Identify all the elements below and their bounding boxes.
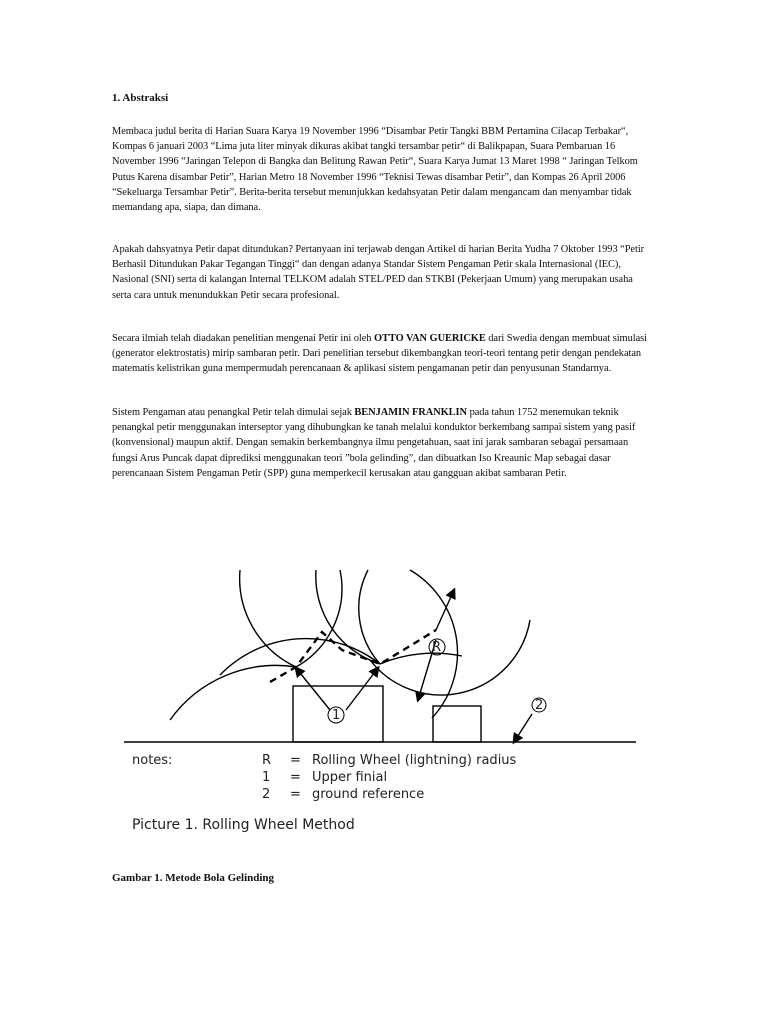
paragraph-history-text-before: Sistem Pengaman atau penangkal Petir telah dimulai sejak	[112, 407, 355, 418]
note-desc-1: Upper finial	[312, 770, 388, 785]
arrow-finial-right	[346, 668, 378, 710]
protection-envelope	[270, 630, 436, 682]
section-heading: 1. Abstraksi	[112, 92, 169, 104]
note-key-2: 2	[262, 787, 271, 802]
paragraph-standards: Apakah dahsyatnya Petir dapat ditundukan? Pertanyaan ini terjawab dengan Artikel di harian Berita Yudha 7 Oktober 1993 “Petir Berhasil Ditundukan Pakar Tegangan Tinggi“ dan dengan adanya Standar Sistem Pengaman Petir skala Internasional (IEC), Nasional (SNI) serta di kalangan Internal TELKOM adalah STEL/PED dan STKBI (Pekerjaan Umum) yang merupakan usaha serta cara untuk menundukkan Petir secara profesional.	[112, 244, 645, 301]
rolling-circle-center	[296, 570, 380, 667]
paragraph-news-headlines: Membaca judul berita di Harian Suara Karya 19 November 1996 “Disambar Petir Tangki BBM Pertamina Cilacap Terbakar“, Kompas 6 januari 2003 “Lima juta liter minyak dikuras akibat tangki tersambar petir“ di Balikpapan, Suara Pembaruan 16 November 1996 “Jaringan Telepon di Bangka dan Belitung Rawan Petir“, Suara Karya Jumat 13 Maret 1998 “ Jaringan Telkom Putus Karena disambar Petir”, Harian Metro 18 November 1996 “Teknisi Tewas disambar Petir”, dan Kompas 26 April 2006 “Sekeluarga Tersambar Petir”. Berita-berita tersebut menunjukkan kedahsyatan Petir dalam mengancam dan menyambar tidak memandang apa, siapa, dan dimana.	[112, 126, 638, 214]
name-otto-van-guericke: OTTO VAN GUERICKE	[373, 333, 486, 344]
note-key-1: 1	[262, 770, 271, 785]
rolling-circle-far-right	[370, 620, 530, 695]
protection-arc-left	[170, 665, 296, 720]
paragraph-research-text-before: Secara ilmiah telah diadakan penelitian mengenai Petir ini oleh	[112, 333, 374, 344]
name-benjamin-franklin: BENJAMIN FRANKLIN	[354, 407, 468, 418]
note-key-r: R	[262, 753, 272, 768]
rolling-circle-right	[359, 570, 458, 718]
figure-caption-english: Picture 1. Rolling Wheel Method	[132, 817, 355, 833]
note-desc-2: ground reference	[312, 787, 425, 802]
note-eq-2: =	[290, 787, 301, 802]
protection-arc-right	[380, 653, 462, 664]
figure-caption-indonesian: Gambar 1. Metode Bola Gelinding	[112, 872, 275, 884]
paragraph-history-text-after: pada tahun 1752 menemukan teknik penangkal petir menggunakan interseptor yang dihubungkan ke tanah melalui konduktor berkembang sampai sistem yang pasif (konvensional) maupun aktif. Dengan semakin berkembangnya ilmu pengetahuan, saat ini jarak sambaran sebagai persamaan fungsi Arus Puncak dapat diprediksi menggunakan teori ”bola gelinding”, dan dibuatkan Iso Kreaunic Map sebagai dasar perencanaan Sistem Pengaman Petir (SPP) guna memperkecil kerusakan atau gangguan akibat sambaran Petir.	[112, 407, 636, 479]
note-eq-1: =	[290, 770, 301, 785]
label-1: 1	[332, 708, 341, 723]
building-small	[433, 706, 481, 742]
paragraph-protection-history	[112, 405, 648, 481]
arrow-finial-left	[296, 668, 330, 710]
paragraph-research-text-after: dari Swedia dengan membuat simulasi (generator elektrostatis) mirip sambaran petir. Dari penelitian tersebut dikembangkan teori-teori tentang petir dengan pendekatan matematis kelistrikan guna mempermudah perencanaan & aplikasi sistem pengamanan petir dan penyusunan Standarnya.	[112, 333, 647, 375]
notes-title: notes:	[132, 753, 173, 768]
arrow-ground-reference	[514, 714, 532, 742]
label-2: 2	[535, 698, 544, 713]
paragraph-research	[112, 331, 648, 377]
note-desc-r: Rolling Wheel (lightning) radius	[312, 753, 517, 768]
note-eq-r: =	[290, 753, 301, 768]
label-r: R	[432, 640, 442, 655]
rolling-wheel-diagram	[110, 560, 650, 850]
rolling-circle-left	[240, 570, 296, 667]
